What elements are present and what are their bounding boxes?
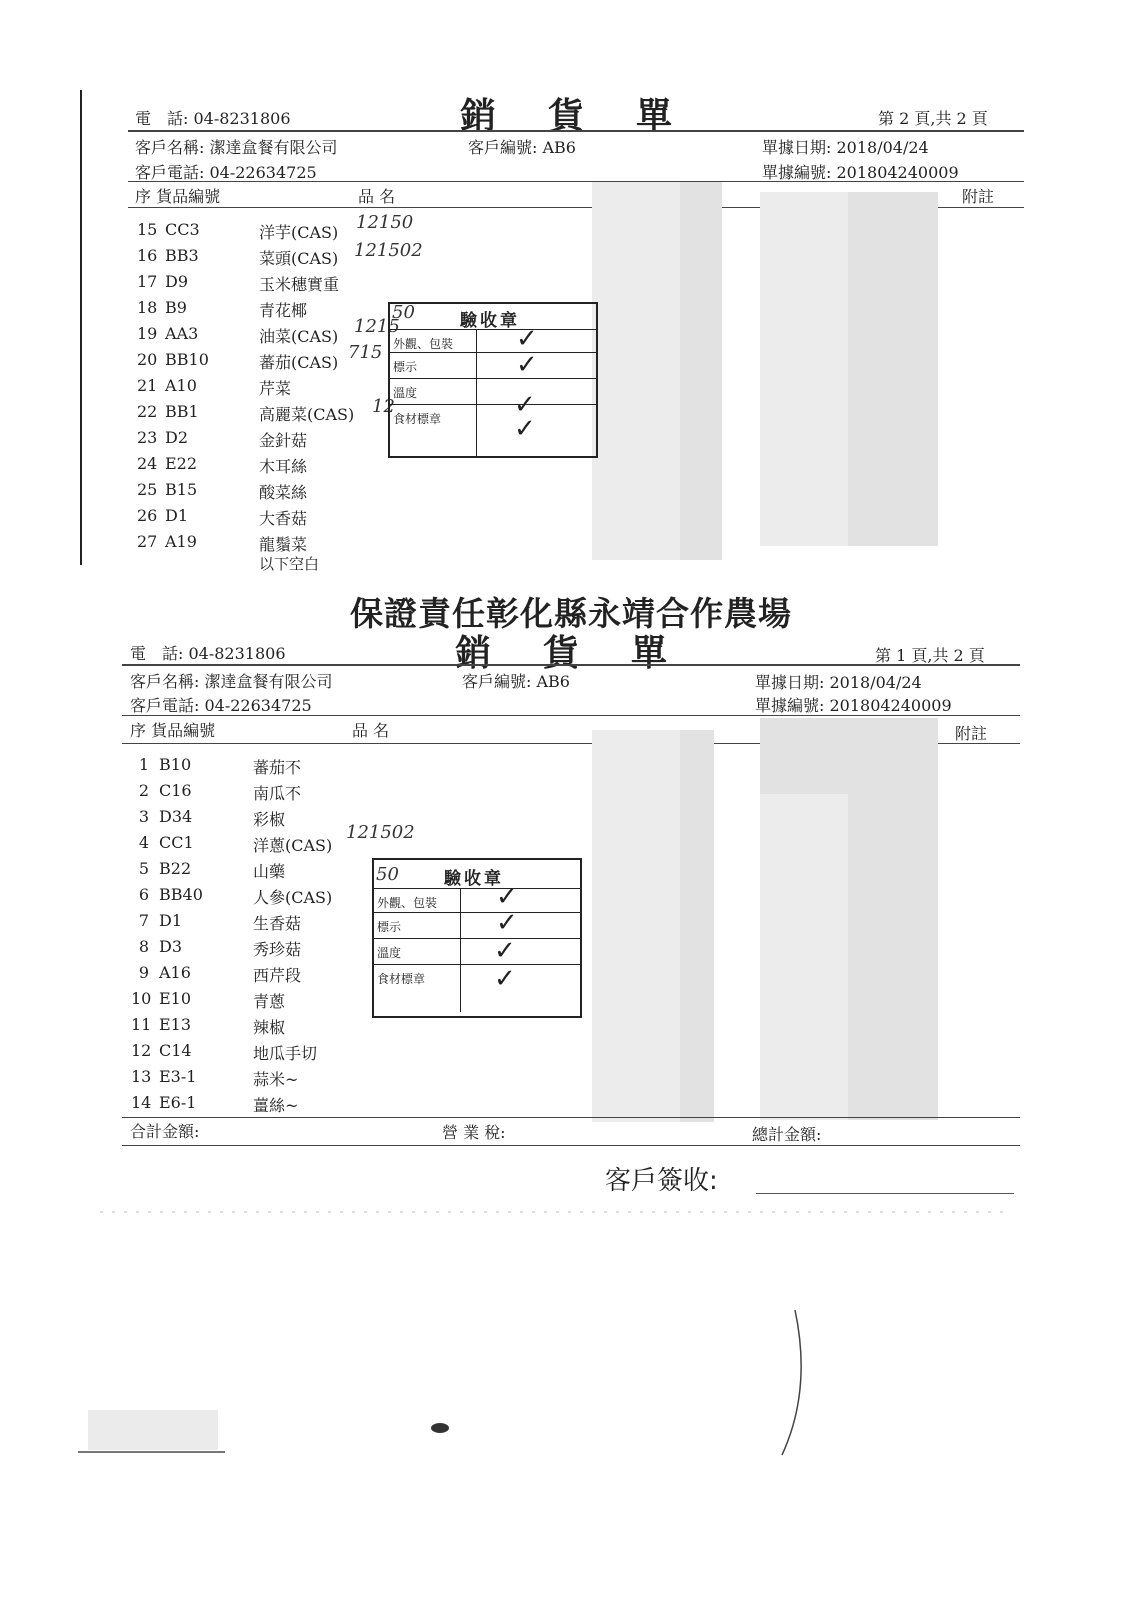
page-info: 第 2 頁,共 2 頁 (878, 109, 988, 128)
document-title: 銷貨單 (460, 95, 725, 137)
customer-number: 客戶編號: AB6 (462, 672, 570, 691)
stamp-row-appearance: 外觀、包裝 (377, 896, 438, 910)
stamp-row-appearance: 外觀、包裝 (393, 337, 454, 351)
scan-smudge (431, 1423, 449, 1433)
subtotal-label: 合計金額: (130, 1122, 200, 1141)
page-info: 第 1 頁,共 2 頁 (875, 646, 985, 665)
check-mark: ✓ (494, 964, 516, 994)
scan-noise-patch (88, 1410, 218, 1450)
handwritten-note: 715 (348, 342, 383, 363)
phone-label: 電 話: 04-8231806 (130, 644, 286, 663)
customer-name: 客戶名稱: 潔達盒餐有限公司 (130, 672, 333, 691)
handwritten-note: 50 (376, 864, 399, 885)
column-note: 附註 (955, 724, 988, 743)
document-date: 單據日期: 2018/04/24 (762, 138, 929, 157)
document-number: 單據編號: 201804240009 (755, 696, 952, 715)
phone-label: 電 話: 04-8231806 (135, 109, 291, 128)
handwritten-note: 50 (392, 302, 415, 323)
check-mark: ✓ (514, 390, 536, 420)
column-seq-code: 序 貨品編號 (130, 721, 216, 740)
document-number: 單據編號: 201804240009 (762, 163, 959, 182)
column-seq-code: 序 貨品編號 (135, 187, 221, 206)
stamp-row-food-mark: 食材標章 (377, 972, 426, 986)
customer-name: 客戶名稱: 潔達盒餐有限公司 (135, 138, 338, 157)
handwritten-note: 121502 (346, 822, 415, 843)
stamp-row-food-mark: 食材標章 (393, 412, 442, 426)
stamp-row-label: 標示 (393, 360, 418, 374)
check-mark: ✓ (496, 908, 518, 938)
customer-phone: 客戶電話: 04-22634725 (130, 696, 312, 715)
handwritten-note: 121502 (354, 240, 423, 261)
end-of-list-marker: 以下空白 (259, 555, 320, 573)
grand-total-label: 總計金額: (752, 1125, 822, 1144)
stamp-title: 驗收章 (444, 869, 504, 889)
stamp-row-label: 標示 (377, 920, 402, 934)
check-mark: ✓ (516, 324, 538, 354)
handwritten-note: 1215 (354, 316, 400, 337)
check-mark: ✓ (494, 936, 516, 966)
document-title: 銷貨單 (455, 632, 720, 674)
document-date: 單據日期: 2018/04/24 (755, 673, 922, 692)
customer-phone: 客戶電話: 04-22634725 (135, 163, 317, 182)
scan-curve (782, 1310, 801, 1455)
check-mark: ✓ (514, 414, 536, 444)
stamp-row-temperature: 溫度 (393, 386, 418, 400)
column-note: 附註 (962, 187, 995, 206)
farm-name: 保證責任彰化縣永靖合作農場 (350, 594, 792, 633)
stamp-title: 驗收章 (460, 311, 520, 331)
column-item-name: 品 名 (358, 187, 396, 206)
tax-label: 營 業 稅: (442, 1123, 506, 1142)
check-mark: ✓ (496, 882, 518, 912)
handwritten-note: 12 (372, 396, 395, 417)
check-mark: ✓ (516, 350, 538, 380)
customer-number: 客戶編號: AB6 (468, 138, 576, 157)
column-item-name: 品 名 (352, 721, 390, 740)
handwritten-note: 12150 (356, 212, 414, 233)
stamp-row-temperature: 溫度 (377, 946, 402, 960)
customer-signature-label: 客戶簽收: (605, 1166, 718, 1196)
